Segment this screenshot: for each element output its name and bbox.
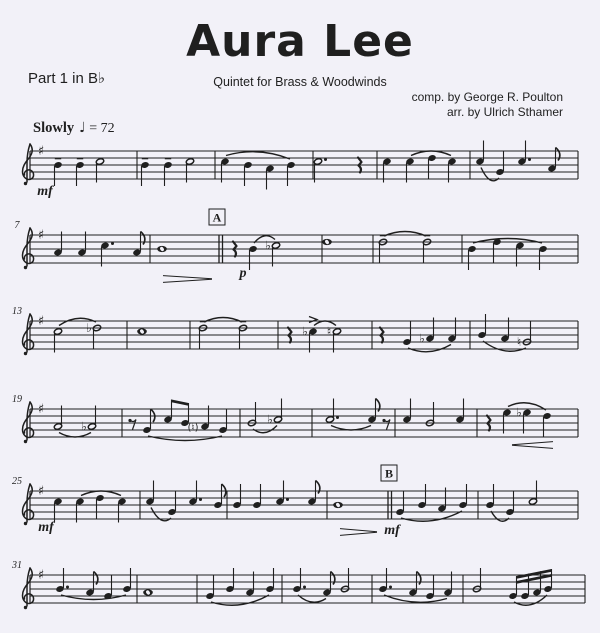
note bbox=[538, 245, 547, 270]
crescendo-hairpin bbox=[512, 442, 553, 449]
note bbox=[143, 589, 153, 595]
note bbox=[243, 161, 252, 186]
accent-mark bbox=[309, 317, 317, 323]
slur bbox=[411, 151, 451, 156]
tempo-word: Slowly bbox=[33, 120, 75, 136]
note bbox=[225, 568, 234, 593]
note bbox=[265, 165, 274, 190]
note bbox=[188, 481, 202, 506]
note bbox=[425, 575, 434, 600]
rehearsal-mark-A bbox=[209, 209, 225, 225]
svg-text:A: A bbox=[212, 210, 222, 225]
measure-number: 13 bbox=[12, 306, 22, 317]
note bbox=[485, 484, 494, 509]
slur bbox=[401, 511, 462, 521]
note bbox=[322, 239, 332, 245]
svg-text:B: B bbox=[384, 466, 394, 481]
staff-system-3 bbox=[12, 306, 578, 355]
eighth-rest bbox=[382, 419, 390, 430]
key-signature-sharp: ♯ bbox=[37, 484, 45, 499]
note bbox=[232, 484, 241, 509]
note bbox=[477, 314, 486, 339]
tempo-value: = 72 bbox=[89, 121, 115, 136]
slur bbox=[211, 595, 269, 605]
note bbox=[157, 246, 167, 252]
note bbox=[252, 484, 261, 509]
key-signature-sharp: ♯ bbox=[37, 144, 45, 159]
dynamic-marking: p bbox=[239, 266, 247, 281]
note bbox=[517, 141, 531, 166]
rehearsal-mark-B bbox=[381, 465, 397, 481]
dynamic-marking: mf bbox=[38, 520, 54, 535]
note bbox=[205, 575, 214, 600]
dynamic-marking: mf bbox=[37, 184, 53, 199]
note bbox=[458, 484, 467, 509]
note bbox=[495, 151, 504, 176]
note bbox=[402, 321, 411, 346]
note bbox=[81, 406, 96, 434]
svg-text:♮: ♮ bbox=[326, 324, 332, 339]
measure-number: 31 bbox=[12, 560, 22, 571]
quarter-note-icon: ♩ bbox=[79, 120, 86, 136]
staff-system-1 bbox=[23, 141, 579, 200]
note bbox=[333, 502, 343, 508]
note bbox=[145, 481, 154, 506]
note bbox=[528, 481, 537, 506]
decrescendo-hairpin bbox=[340, 529, 377, 536]
note bbox=[265, 568, 274, 593]
note bbox=[492, 238, 501, 263]
note bbox=[167, 491, 176, 516]
key-signature-sharp: ♯ bbox=[37, 228, 45, 243]
staff-system-4 bbox=[12, 394, 578, 448]
svg-text:♭: ♭ bbox=[81, 419, 87, 434]
svg-text:♭: ♭ bbox=[265, 238, 271, 253]
note bbox=[395, 491, 404, 516]
note bbox=[188, 406, 210, 434]
note bbox=[427, 154, 436, 179]
svg-text:♭: ♭ bbox=[516, 405, 522, 420]
note bbox=[103, 575, 112, 600]
note bbox=[325, 399, 339, 424]
note bbox=[467, 245, 476, 270]
note bbox=[505, 491, 514, 516]
arranger-credit: arr. by Ulrich Sthamer bbox=[446, 104, 563, 119]
key-signature-sharp: ♯ bbox=[37, 402, 45, 417]
svg-text:♭: ♭ bbox=[86, 321, 92, 335]
note bbox=[367, 399, 379, 424]
note bbox=[286, 161, 295, 186]
note bbox=[417, 484, 426, 509]
piece-title: Aura Lee bbox=[186, 16, 414, 67]
dynamic-marking: mf bbox=[384, 523, 400, 538]
note bbox=[267, 399, 282, 427]
slur bbox=[331, 426, 371, 431]
note bbox=[275, 481, 289, 506]
note bbox=[95, 494, 104, 519]
svg-text:♮: ♮ bbox=[516, 335, 522, 349]
key-signature-sharp: ♯ bbox=[37, 314, 45, 329]
slur bbox=[314, 321, 336, 326]
note bbox=[475, 141, 484, 166]
key-signature-sharp: ♯ bbox=[37, 568, 45, 583]
decrescendo-hairpin bbox=[163, 276, 212, 283]
eighth-rest bbox=[128, 419, 136, 430]
staff-system-6 bbox=[11, 560, 585, 609]
note bbox=[455, 399, 464, 424]
note bbox=[248, 245, 257, 270]
composer-credit: comp. by George R. Poulton bbox=[411, 90, 563, 104]
note bbox=[265, 239, 280, 267]
subtitle: Quintet for Brass & Woodwinds bbox=[213, 75, 387, 89]
staff-system-2 bbox=[15, 209, 579, 282]
slur bbox=[253, 426, 277, 433]
measure-number: 7 bbox=[14, 220, 20, 231]
note bbox=[218, 409, 227, 434]
note bbox=[137, 328, 147, 334]
note bbox=[307, 481, 319, 506]
measure-number: 19 bbox=[12, 394, 22, 405]
svg-text:♭: ♭ bbox=[267, 412, 273, 427]
slur bbox=[81, 491, 121, 496]
svg-text:(♮): (♮) bbox=[187, 422, 199, 434]
note bbox=[516, 406, 531, 434]
note bbox=[542, 412, 551, 437]
note bbox=[402, 399, 411, 424]
note bbox=[419, 318, 434, 346]
slur bbox=[514, 595, 547, 605]
note bbox=[122, 568, 131, 593]
measure-number: 25 bbox=[12, 476, 22, 487]
staff-system-5 bbox=[12, 465, 578, 538]
svg-text:♭: ♭ bbox=[419, 331, 425, 346]
slur bbox=[408, 345, 451, 352]
part-label: Part 1 in B♭ bbox=[28, 70, 106, 87]
svg-text:♭: ♭ bbox=[302, 324, 308, 339]
note bbox=[327, 325, 342, 353]
